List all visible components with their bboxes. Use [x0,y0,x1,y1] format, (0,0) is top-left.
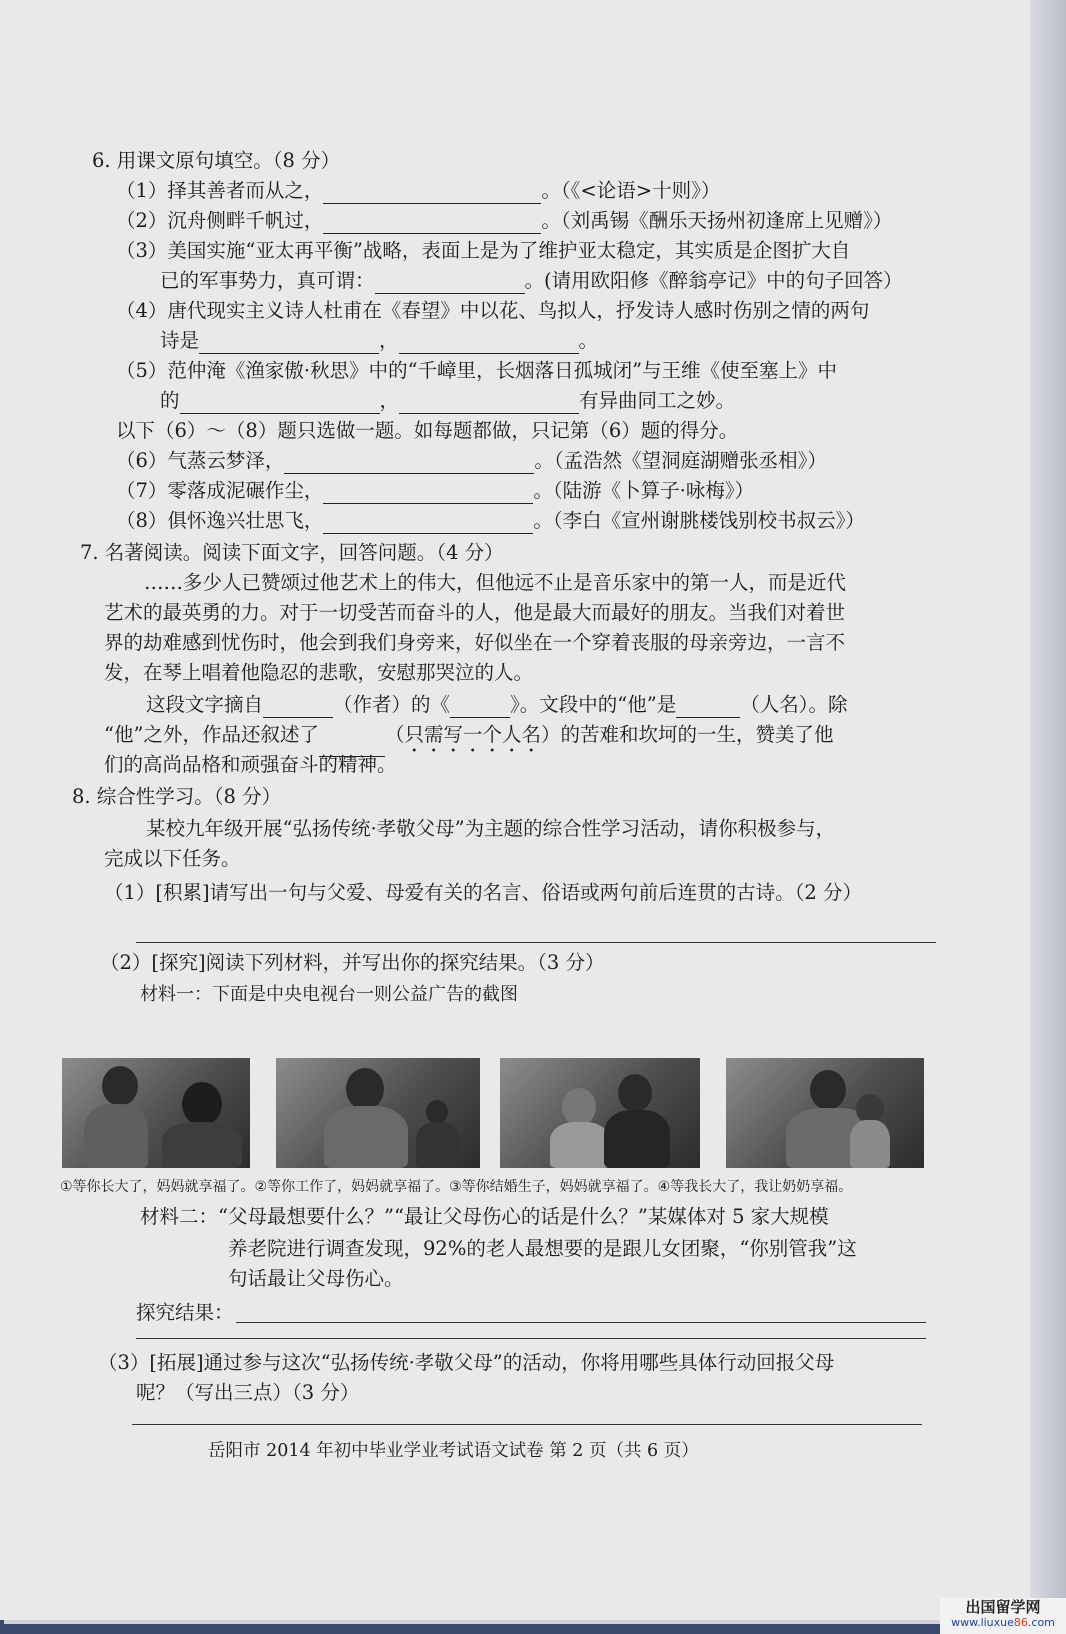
page-footer: 岳阳市 2014 年初中毕业学业考试语文试卷 第 2 页（共 6 页） [208,1441,699,1461]
q8-task-3b: 呢？（写出三点）（3 分） [136,1381,360,1404]
footer-rule [132,1424,922,1425]
q6-item-3a: （3）美国实施“亚太再平衡”战略，表面上是为了维护亚太稳定，其实质是企图扩大自 [116,239,851,262]
answer-blank[interactable] [180,393,380,414]
site-watermark: 出国留学网 www.liuxue86.com [940,1598,1066,1634]
q7-passage-1: ……多少人已赞颂过他艺术上的伟大，但他远不止是音乐家中的第一人，而是近代 [144,571,847,594]
q8-task-1: （1）[积累]请写出一句与父爱、母爱有关的名言、俗语或两句前后连贯的古诗。（2 分） [104,881,862,904]
answer-line-2[interactable] [236,1322,926,1323]
answer-blank[interactable] [399,333,579,354]
q8-result-label: 探究结果： [136,1301,234,1324]
ad-captions: ①等你长大了，妈妈就享福了。②等你工作了，妈妈就享福了。③等你结婚生子，妈妈就享福了。④等我长大了，我让奶奶享福。 [60,1179,853,1195]
q6-item-5a: （5）范仲淹《渔家傲·秋思》中的“千嶂里，长烟落日孤城闭”与王维《使至塞上》中 [116,359,838,382]
answer-blank[interactable] [199,333,379,354]
ad-screenshot-3 [500,1058,700,1168]
q8-task-2: （2）[探究]阅读下列材料，并写出你的探究结果。（3 分） [100,951,605,974]
answer-blank[interactable] [284,453,534,474]
q8-material-2b: 养老院进行调查发现，92%的老人最想要的是跟儿女团聚，“你别管我”这 [228,1237,857,1260]
q6-item-7: （7）零落成泥碾作尘， 。（陆游《卜算子·咏梅》） [116,479,755,502]
answer-blank[interactable] [375,273,525,294]
ad-screenshot-1 [62,1058,250,1168]
answer-blank[interactable] [323,513,533,534]
q6-item-4a: （4）唐代现实主义诗人杜甫在《春望》中以花、鸟拟人，抒发诗人感时伤别之情的两句 [116,299,870,322]
q8-material-2a: 材料二：“父母最想要什么？”“最让父母伤心的话是什么？”某媒体对 5 家大规模 [140,1205,829,1228]
q7-passage-3: 界的劫难感到忧伤时，他会到我们身旁来，好似坐在一个穿着丧服的母亲旁边，一言不 [104,631,846,654]
q7-question-2: “他”之外，作品还叙述了 （只需写一个人名）的苦难和坎坷的一生，赞美了他 [104,722,834,757]
answer-line-1[interactable] [136,942,936,943]
q7-question-1: 这段文字摘自 （作者）的《 》。文段中的“他”是 （人名）。除 [146,693,848,716]
q8-intro-2: 完成以下任务。 [104,847,241,870]
q7-passage-4: 发，在琴上唱着他隐忍的悲歌，安慰那哭泣的人。 [104,661,534,684]
answer-blank[interactable] [323,183,541,204]
q8-material-1: 材料一：下面是中央电视台一则公益广告的截图 [140,984,518,1005]
q8-material-2c: 句话最让父母伤心。 [228,1267,404,1290]
page-edge [1030,0,1066,1634]
q6-item-4b: 诗是 ， 。 [160,329,599,352]
q6-item-5b: 的 ， 有异曲同工之妙。 [160,389,736,412]
answer-blank[interactable] [323,213,541,234]
answer-blank[interactable] [263,697,333,718]
q6-title: 6. 用课文原句填空。（8 分） [92,149,341,172]
q7-title: 7. 名著阅读。阅读下面文字，回答问题。（4 分） [80,541,504,564]
answer-line-3[interactable] [136,1338,926,1339]
answer-blank[interactable] [676,697,740,718]
q8-title: 8. 综合性学习。（8 分） [72,785,282,808]
q6-item-8: （8）俱怀逸兴壮思飞， 。（李白《宣州谢朓楼饯别校书叔云》） [116,509,865,532]
q6-note: 以下（6）～（8）题只选做一题。如每题都做，只记第（6）题的得分。 [116,419,739,442]
q8-task-3a: （3）[拓展]通过参与这次“弘扬传统·孝敬父母”的活动，你将用哪些具体行动回报父母 [98,1351,835,1374]
q6-item-6: （6）气蒸云梦泽， 。（孟浩然《望洞庭湖赠张丞相》） [116,449,827,472]
q6-item-2: （2）沉舟侧畔千帆过， 。（刘禹锡《酬乐天扬州初逢席上见赠》） [116,209,893,232]
ad-screenshot-2 [276,1058,480,1168]
answer-blank[interactable] [399,393,579,414]
q7-question-3: 们的高尚品格和顽强奋斗的精神。 [104,753,397,776]
q7-passage-2: 艺术的最英勇的力。对于一切受苦而奋斗的人，他是最大而最好的朋友。当我们对着世 [104,601,846,624]
ad-screenshot-4 [726,1058,924,1168]
q6-item-1: （1）择其善者而从之， 。（《<论语>十则》） [116,179,721,202]
q8-intro-1: 某校九年级开展“弘扬传统·孝敬父母”为主题的综合性学习活动，请你积极参与， [146,817,836,840]
answer-blank[interactable] [450,697,510,718]
q6-item-3b: 已的军事势力，真可谓： 。(请用欧阳修《醉翁亭记》中的句子回答） [160,269,903,292]
answer-blank[interactable] [323,483,533,504]
